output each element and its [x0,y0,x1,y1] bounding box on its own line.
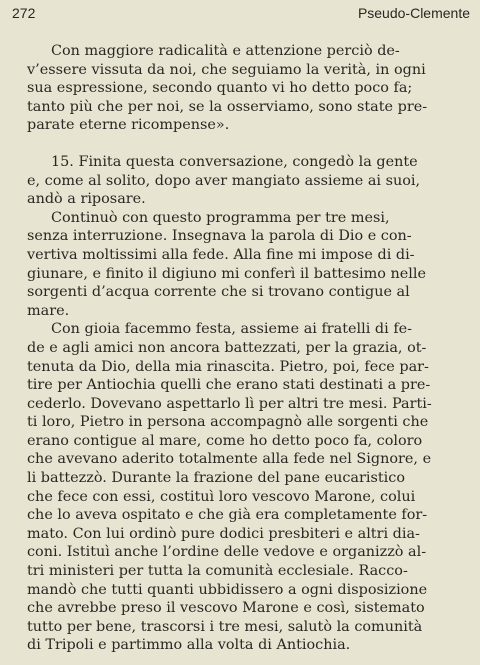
text-line: tutto per bene, trascorsi i tre mesi, salutò la comunità [27,618,423,635]
text-line: mare. [27,302,70,319]
text-line: tire per Antiochia quelli che erano stati destinati a pre- [27,377,431,394]
text-line: che lo aveva ospitato e che già era completamente for- [27,507,428,524]
running-title: Pseudo-Clemente [357,5,470,21]
text-line: andò a riposare. [27,191,146,208]
running-head [0,0,480,26]
text-line: mandò che tutti quanti ubbidissero a ogni disposizione [27,581,428,598]
text-line: 15. Finita questa conversazione, congedò la gente [51,153,418,170]
page-number: 272 [12,5,36,21]
text-line: Continuò con questo programma per tre mesi, [51,209,390,226]
text-line: erano contigue al mare, come ho detto poco fa, coloro [27,432,423,449]
text-line: che avrebbe preso il vescovo Marone e così, sistemato [27,600,425,617]
text-line: giunare, e finito il digiuno mi conferì il battesimo nelle [27,265,426,282]
text-line: che avevano aderito totalmente alla fede nel Signore, e [27,451,432,468]
body-text [27,42,467,655]
text-line: che fece con essi, costituì loro vescovo Marone, colui [27,488,416,505]
paragraph-gap [27,135,467,153]
text-line: senza interruzione. Insegnava la parola di Dio e con- [27,228,412,245]
text-line: Con gioia facemmo festa, assieme ai fratelli di fe- [51,321,413,338]
text-line: ti loro, Pietro in persona accompagnò alle sorgenti che [27,414,429,431]
text-line: Con maggiore radicalità e attenzione perciò de- [51,43,400,59]
text-line: coni. Istituì anche l’ordine delle vedove e organizzò al- [27,544,427,561]
text-line: parate eterne ricompense». [27,117,230,134]
text-line: e, come al solito, dopo aver mangiato assieme ai suoi, [27,172,421,189]
text-line: sorgenti d’acqua corrente che si trovano contigue al [27,284,410,301]
text-line: li battezzò. Durante la frazione del pane eucaristico [27,470,405,487]
text-line: tri ministeri per tutta la comunità ecclesiale. Racco- [27,563,408,580]
text-line: sua espressione, secondo quanto vi ho detto poco fa; [27,80,413,97]
text-line: de e agli amici non ancora battezzati, per la grazia, ot- [27,339,427,356]
text-line: vertiva moltissimi alla fede. Alla fine mi impose di di- [27,246,415,263]
text-line: di Tripoli e partimmo alla volta di Antiochia. [27,637,351,654]
text-line: cederlo. Dovevano aspettarlo lì per altri tre mesi. Parti- [27,395,432,412]
text-line: mato. Con lui ordinò pure dodici presbiteri e altri dia- [27,525,420,542]
text-line: tanto più che per noi, se la osserviamo, sono state pre- [27,98,428,115]
text-line: v’essere vissuta da noi, che seguiamo la verità, in ogni [27,61,426,78]
text-line: tenuta da Dio, della mia rinascita. Pietro, poi, fece par- [27,358,429,375]
